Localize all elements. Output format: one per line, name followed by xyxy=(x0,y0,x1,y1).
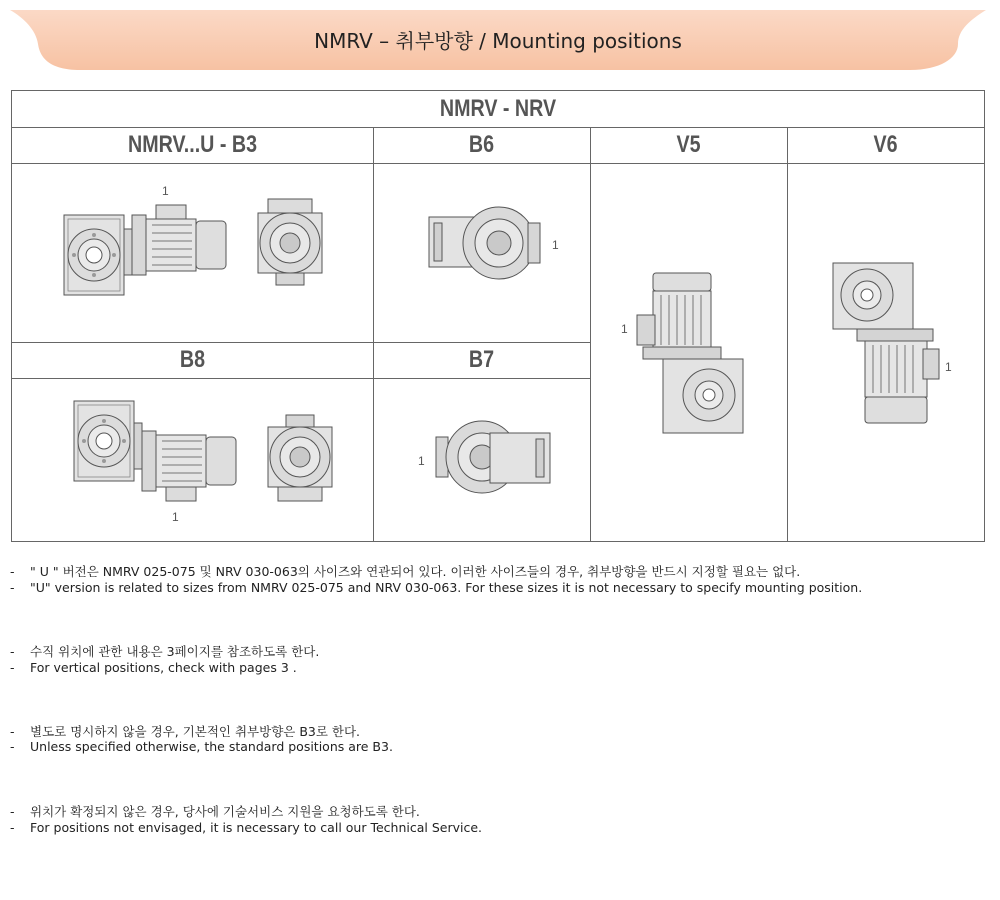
header-b6: B6 xyxy=(468,131,495,158)
title-banner xyxy=(10,10,986,70)
b7-drawing xyxy=(412,411,572,501)
note-item: - 별도로 명시하지 않을 경우, 기본적인 취부방향은 B3로 한다. xyxy=(10,724,361,739)
note-item: - For vertical positions, check with pages 3 . xyxy=(10,660,297,675)
v6-drawing xyxy=(827,259,977,429)
note-item: - For positions not envisaged, it is necessary to call our Technical Service. xyxy=(10,820,482,835)
mounting-positions-table xyxy=(11,90,985,542)
v5-drawing xyxy=(617,267,777,442)
note-item: - 위치가 확정되지 않은 경우, 당사에 기술서비스 지원을 요청하도록 한다. xyxy=(10,804,420,819)
marker-1: 1 xyxy=(552,238,559,252)
page-title: NMRV – 취부방향 / Mounting positions xyxy=(314,29,682,53)
header-v5: V5 xyxy=(676,131,701,158)
marker-1: 1 xyxy=(621,322,628,336)
header-b7: B7 xyxy=(468,346,495,373)
marker-1: 1 xyxy=(162,184,169,198)
marker-1: 1 xyxy=(945,360,952,374)
note-item: - 수직 위치에 관한 내용은 3페이지를 참조하도록 한다. xyxy=(10,644,320,659)
note-item: - "U" version is related to sizes from NMRV 025-075 and NRV 030-063. For these sizes it is not necessary to specify mounting position. xyxy=(10,580,863,595)
marker-1: 1 xyxy=(418,454,425,468)
group-header: NMRV - NRV xyxy=(439,95,557,122)
marker-1: 1 xyxy=(172,510,179,524)
b8-drawing xyxy=(72,397,342,527)
header-b8: B8 xyxy=(179,346,206,373)
note-item: - " U " 버전은 NMRV 025-075 및 NRV 030-063의 사이즈와 연관되어 있다. 이러한 사이즈들의 경우, 취부방향을 반드시 지정할 필요는 없다. xyxy=(10,564,801,579)
header-v6: V6 xyxy=(873,131,898,158)
header-b3: NMRV...U - B3 xyxy=(127,131,258,158)
b3-drawing xyxy=(62,179,332,309)
note-item: - Unless specified otherwise, the standard positions are B3. xyxy=(10,739,393,754)
b6-drawing xyxy=(424,199,574,289)
